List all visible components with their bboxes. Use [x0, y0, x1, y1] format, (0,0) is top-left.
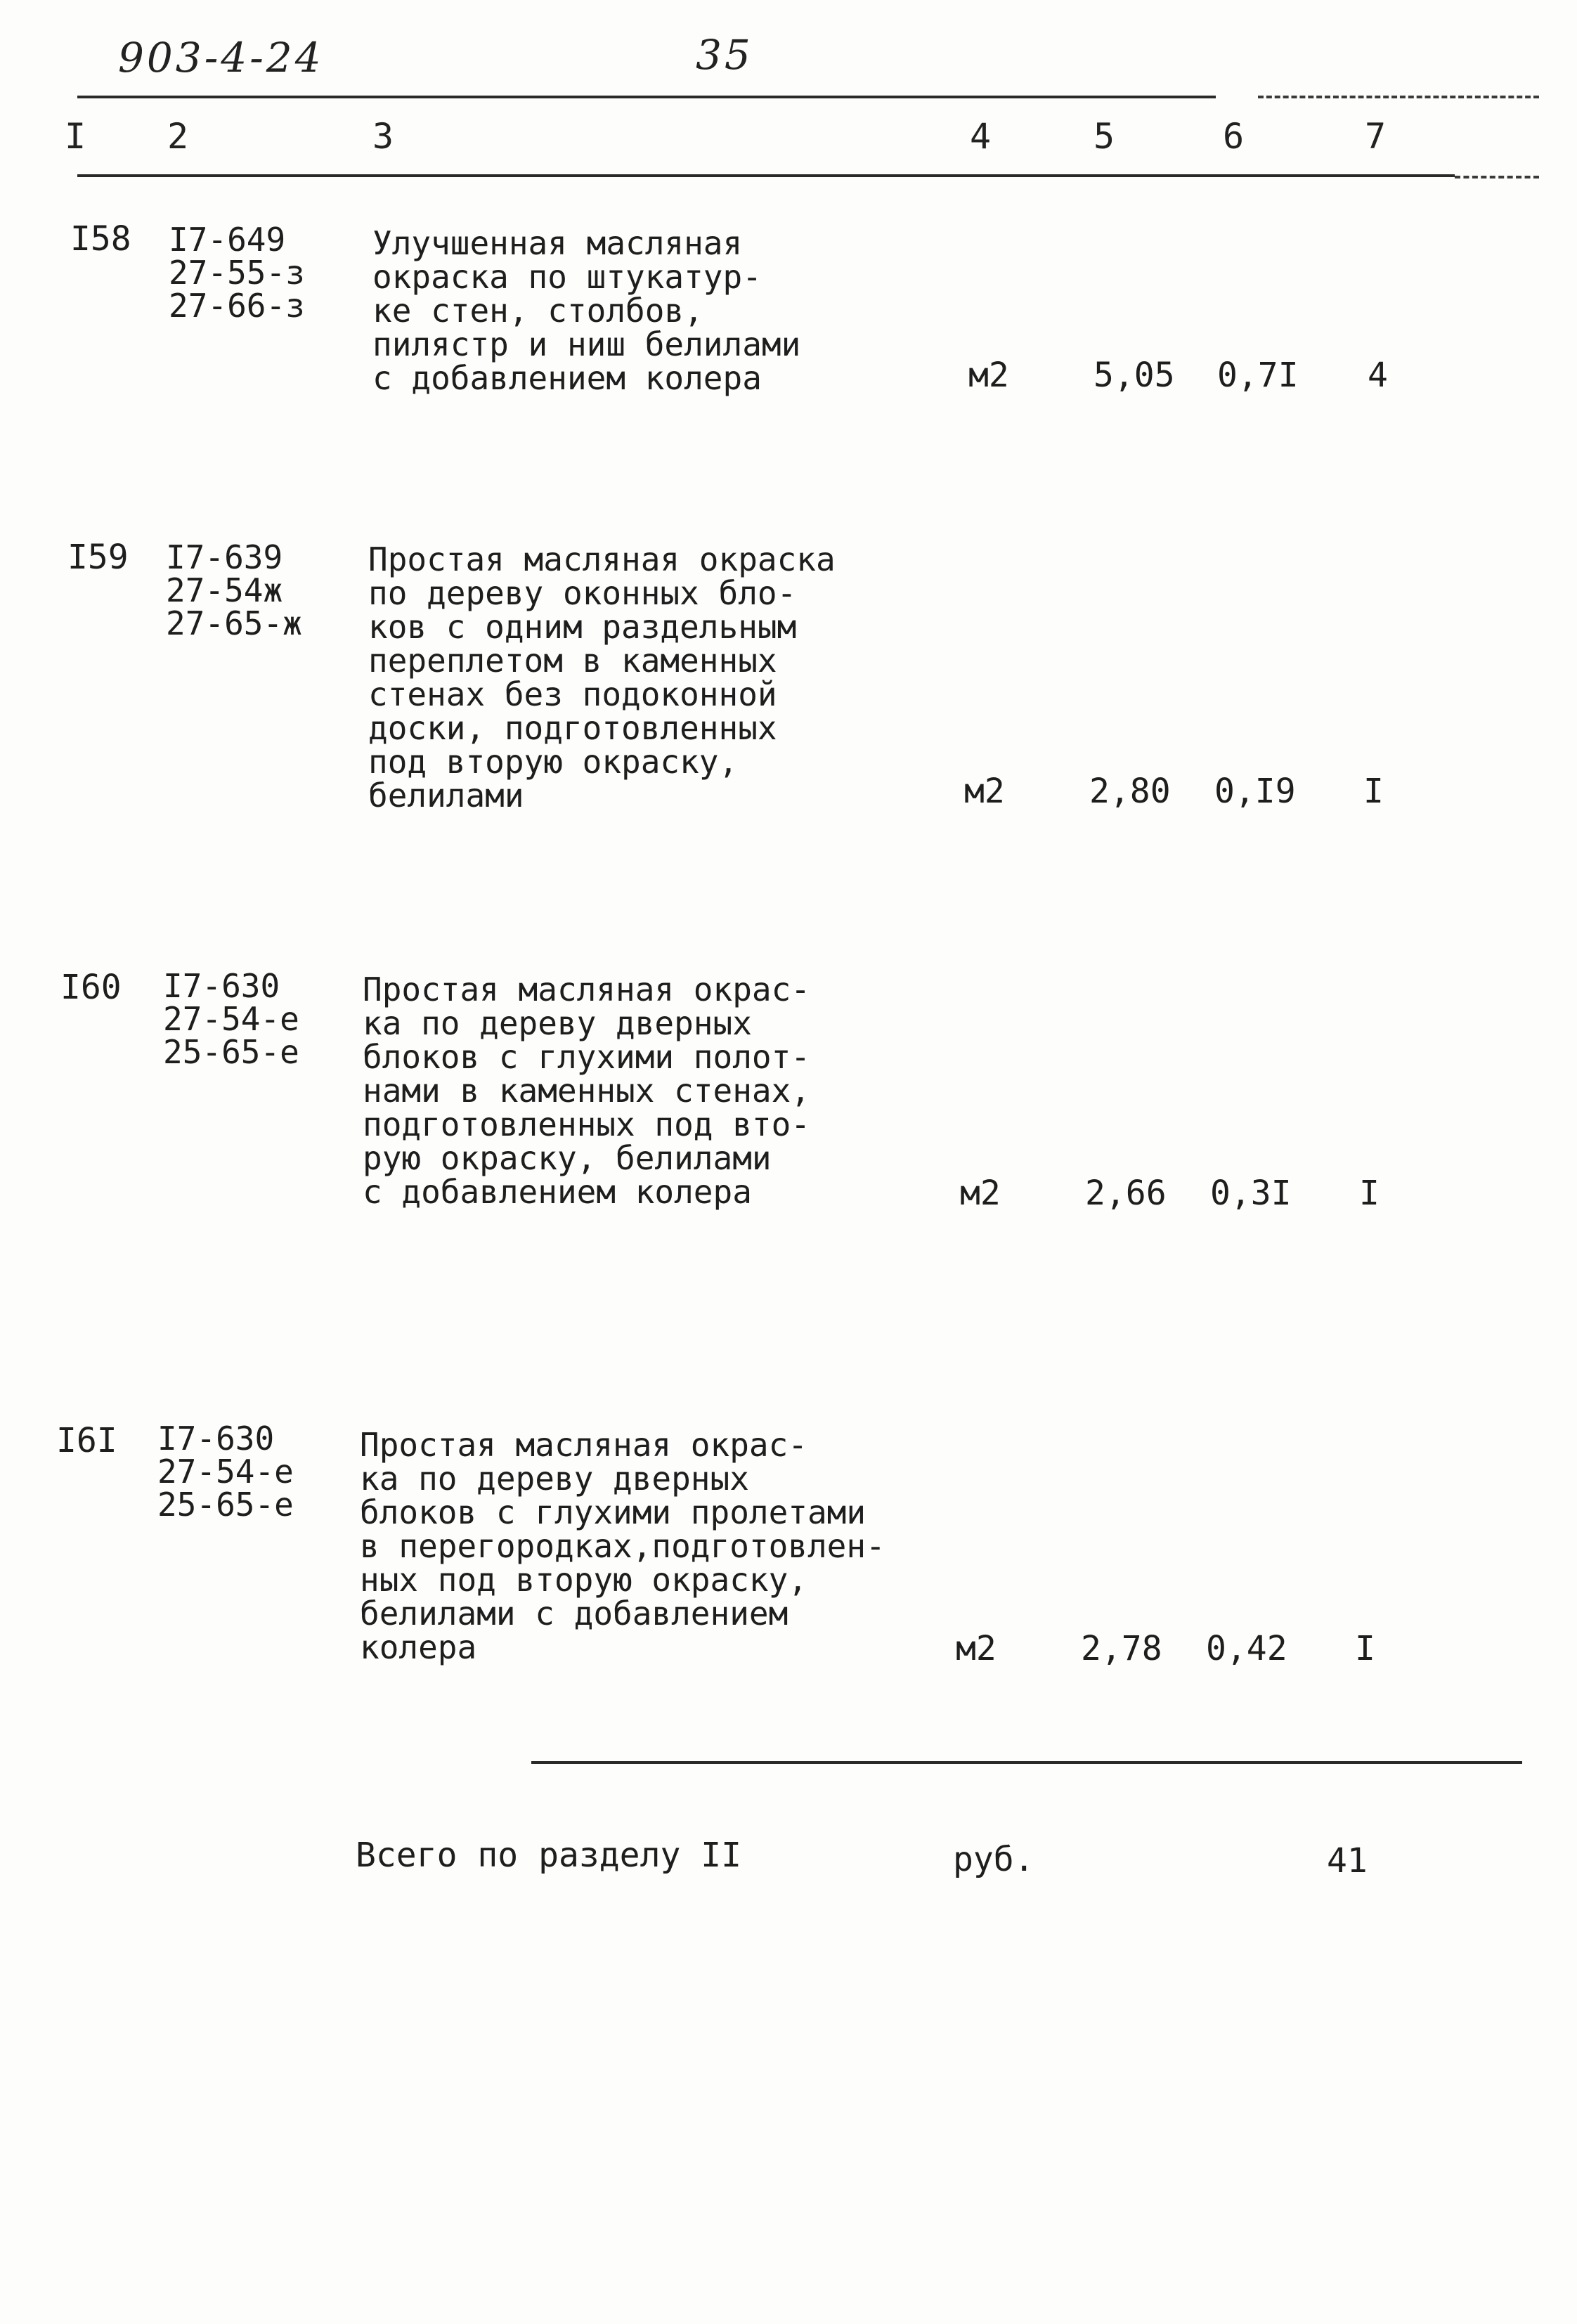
- row-col7: I: [1363, 772, 1384, 811]
- row-codes: [169, 223, 305, 323]
- code-line: 27-55-з: [169, 254, 305, 292]
- header-rule-extension: [1455, 176, 1539, 178]
- row-description: [372, 226, 800, 395]
- row-col6: 0,42: [1206, 1629, 1287, 1668]
- description-line: окраска по штукатур-: [372, 258, 762, 296]
- top-rule: [77, 96, 1216, 98]
- total-value: 41: [1327, 1841, 1368, 1881]
- column-header-1: I: [65, 116, 86, 157]
- row-number: I59: [67, 538, 129, 577]
- row-description: [363, 973, 810, 1209]
- row-unit: м2: [964, 772, 1005, 811]
- row-codes: [163, 967, 299, 1071]
- description-line: белилами: [368, 777, 524, 814]
- description-line: ков с одним раздельным: [368, 608, 797, 646]
- row-codes: [166, 538, 302, 642]
- column-header-4: 4: [970, 116, 992, 157]
- description-line: под вторую окраску,: [368, 743, 739, 781]
- description-line: ка по дереву дверных: [363, 1004, 752, 1042]
- code-line: I7-649: [169, 221, 286, 259]
- description-line: рую окраску, белилами: [363, 1139, 772, 1177]
- row-col6: 0,3I: [1210, 1174, 1292, 1213]
- total-unit: руб.: [953, 1840, 1034, 1879]
- column-header-7: 7: [1365, 116, 1387, 157]
- header-rule: [77, 174, 1455, 177]
- code-line: 27-54-е: [157, 1453, 294, 1491]
- code-line: I7-630: [163, 967, 280, 1005]
- code-line: I7-639: [166, 538, 283, 576]
- row-col6: 0,I9: [1214, 772, 1296, 811]
- row-col6: 0,7I: [1217, 356, 1299, 395]
- row-col5: 2,66: [1085, 1174, 1167, 1213]
- description-line: подготовленных под вто-: [363, 1105, 810, 1143]
- row-col7: I: [1359, 1174, 1380, 1213]
- description-line: блоков с глухими полот-: [363, 1038, 810, 1076]
- description-line: ке стен, столбов,: [372, 292, 703, 330]
- column-header-2: 2: [167, 116, 189, 157]
- row-description: [360, 1428, 885, 1664]
- code-line: 25-65-е: [157, 1486, 294, 1524]
- description-line: ных под вторую окраску,: [360, 1561, 807, 1599]
- description-line: нами в каменных стенах,: [363, 1072, 810, 1110]
- total-rule: [531, 1761, 1522, 1764]
- description-line: ка по дереву дверных: [360, 1460, 749, 1498]
- description-line: пилястр и ниш белилами: [372, 325, 801, 363]
- description-line: по дереву оконных бло-: [368, 574, 797, 612]
- row-number: I60: [60, 968, 122, 1007]
- description-line: Простая масляная окрас-: [360, 1426, 807, 1464]
- description-line: Простая масляная окраска: [368, 540, 836, 578]
- column-header-3: 3: [372, 116, 394, 157]
- column-header-6: 6: [1223, 116, 1245, 157]
- code-line: 27-54-е: [163, 1000, 299, 1038]
- total-label: Всего по разделу II: [356, 1836, 742, 1875]
- row-col7: 4: [1368, 356, 1388, 395]
- description-line: стенах без подоконной: [368, 675, 777, 713]
- row-col5: 5,05: [1093, 356, 1175, 395]
- row-unit: м2: [956, 1629, 997, 1668]
- description-line: колера: [360, 1628, 477, 1666]
- top-rule-extension: [1258, 96, 1539, 98]
- row-col7: I: [1355, 1629, 1375, 1668]
- description-line: доски, подготовленных: [368, 709, 777, 747]
- description-line: с добавлением колера: [363, 1173, 752, 1211]
- document-number: 903-4-24: [118, 34, 324, 82]
- row-number: I58: [70, 219, 131, 259]
- description-line: Улучшенная масляная: [372, 224, 743, 262]
- description-line: белилами с добавлением: [360, 1595, 788, 1632]
- row-col5: 2,80: [1089, 772, 1171, 811]
- description-line: в перегородках,подготовлен-: [360, 1527, 885, 1565]
- code-line: 25-65-е: [163, 1033, 299, 1071]
- description-line: блоков с глухими пролетами: [360, 1493, 867, 1531]
- code-line: 27-66-з: [169, 287, 305, 325]
- code-line: 27-54ж: [166, 571, 283, 609]
- description-line: переплетом в каменных: [368, 642, 777, 680]
- description-line: Простая масляная окрас-: [363, 971, 810, 1008]
- row-unit: м2: [960, 1174, 1001, 1213]
- column-header-5: 5: [1093, 116, 1115, 157]
- code-line: 27-65-ж: [166, 604, 302, 642]
- row-unit: м2: [968, 356, 1009, 395]
- row-codes: [157, 1420, 294, 1524]
- page-number: 35: [696, 31, 753, 79]
- row-number: I6I: [56, 1421, 117, 1460]
- row-col5: 2,78: [1081, 1629, 1162, 1668]
- code-line: I7-630: [157, 1420, 275, 1458]
- description-line: с добавлением колера: [372, 359, 762, 397]
- row-description: [368, 540, 836, 814]
